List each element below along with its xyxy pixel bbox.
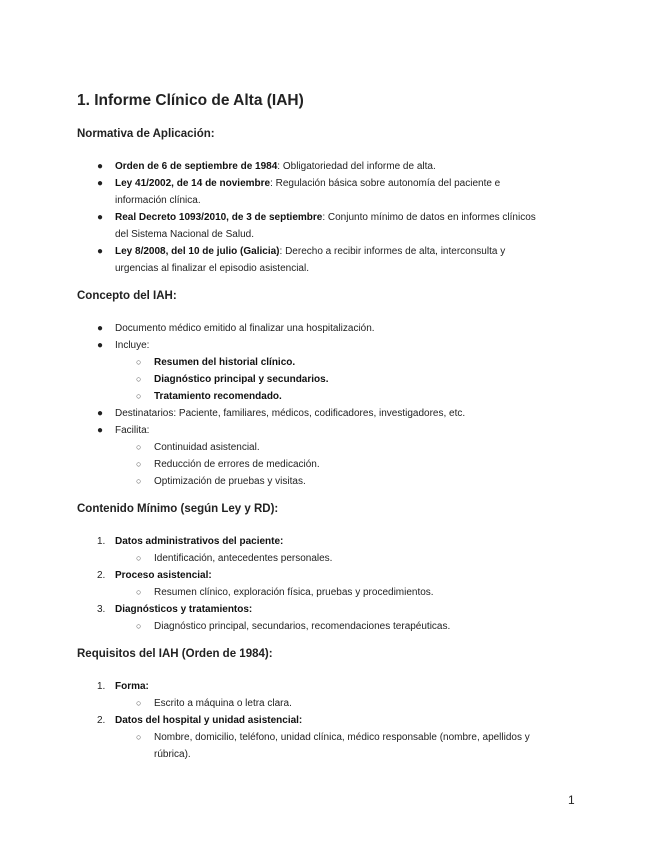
circle-bullet-icon: ○ bbox=[136, 698, 142, 708]
section-heading-concepto: Concepto del IAH: bbox=[77, 290, 177, 302]
page-number: 1 bbox=[568, 793, 575, 807]
bullet-icon: ● bbox=[97, 246, 104, 257]
list-item: Proceso asistencial: bbox=[115, 570, 212, 581]
list-item: Diagnósticos y tratamientos: bbox=[115, 604, 253, 615]
list-item: Facilita: bbox=[115, 425, 150, 436]
bullet-icon: ● bbox=[97, 212, 104, 223]
bullet-icon: ● bbox=[97, 178, 104, 189]
bullet-icon: ● bbox=[97, 323, 104, 334]
bullet-icon: ● bbox=[97, 408, 104, 419]
circle-bullet-icon: ○ bbox=[136, 553, 142, 563]
list-item-continuation: del Sistema Nacional de Salud. bbox=[115, 229, 254, 240]
list-item: Incluye: bbox=[115, 340, 150, 351]
list-item: Documento médico emitido al finalizar una hospitalización. bbox=[115, 323, 375, 334]
circle-bullet-icon: ○ bbox=[136, 391, 142, 401]
list-item-continuation: información clínica. bbox=[115, 195, 201, 206]
circle-bullet-icon: ○ bbox=[136, 442, 142, 452]
list-item: Destinatarios: Paciente, familiares, médicos, codificadores, investigadores, etc. bbox=[115, 408, 466, 419]
section-heading-requisitos: Requisitos del IAH (Orden de 1984): bbox=[77, 648, 273, 660]
list-number: 2. bbox=[97, 715, 106, 726]
sub-list-item: Reducción de errores de medicación. bbox=[154, 459, 320, 470]
list-item: Forma: bbox=[115, 681, 149, 692]
sub-list-item: Diagnóstico principal, secundarios, recomendaciones terapéuticas. bbox=[154, 621, 451, 632]
section-heading-contenido: Contenido Mínimo (según Ley y RD): bbox=[77, 503, 279, 515]
list-item: Real Decreto 1093/2010, de 3 de septiembre: Conjunto mínimo de datos en informes clínicos bbox=[115, 212, 536, 223]
bullet-icon: ● bbox=[97, 340, 104, 351]
circle-bullet-icon: ○ bbox=[136, 732, 142, 742]
circle-bullet-icon: ○ bbox=[136, 374, 142, 384]
circle-bullet-icon: ○ bbox=[136, 357, 142, 367]
sub-list-item: Identificación, antecedentes personales. bbox=[154, 553, 333, 564]
list-item: Ley 8/2008, del 10 de julio (Galicia): Derecho a recibir informes de alta, interconsulta y bbox=[115, 246, 506, 257]
sub-list-item: Tratamiento recomendado. bbox=[154, 391, 282, 402]
sub-list-item: Escrito a máquina o letra clara. bbox=[154, 698, 292, 709]
section-heading-normativa: Normativa de Aplicación: bbox=[77, 128, 215, 140]
sub-list-item: Resumen del historial clínico. bbox=[154, 357, 296, 368]
sub-list-item: Optimización de pruebas y visitas. bbox=[154, 476, 306, 487]
sub-list-item: Diagnóstico principal y secundarios. bbox=[154, 374, 329, 385]
list-item: Ley 41/2002, de 14 de noviembre: Regulación básica sobre autonomía del paciente e bbox=[115, 178, 501, 189]
list-number: 1. bbox=[97, 681, 106, 692]
list-item: Orden de 6 de septiembre de 1984: Obligatoriedad del informe de alta. bbox=[115, 161, 436, 172]
sub-list-item: Nombre, domicilio, teléfono, unidad clínica, médico responsable (nombre, apellidos y bbox=[154, 732, 530, 743]
page-title: 1. Informe Clínico de Alta (IAH) bbox=[77, 92, 304, 109]
list-number: 2. bbox=[97, 570, 106, 581]
circle-bullet-icon: ○ bbox=[136, 587, 142, 597]
circle-bullet-icon: ○ bbox=[136, 621, 142, 631]
list-item: Datos administrativos del paciente: bbox=[115, 536, 284, 547]
circle-bullet-icon: ○ bbox=[136, 459, 142, 469]
list-item-continuation: urgencias al finalizar el episodio asistencial. bbox=[115, 263, 309, 274]
sub-list-item: Continuidad asistencial. bbox=[154, 442, 260, 453]
list-item: Datos del hospital y unidad asistencial: bbox=[115, 715, 303, 726]
list-number: 1. bbox=[97, 536, 106, 547]
circle-bullet-icon: ○ bbox=[136, 476, 142, 486]
bullet-icon: ● bbox=[97, 161, 104, 172]
sub-list-item: Resumen clínico, exploración física, pruebas y procedimientos. bbox=[154, 587, 434, 598]
list-number: 3. bbox=[97, 604, 106, 615]
bullet-icon: ● bbox=[97, 425, 104, 436]
sub-list-item-continuation: rúbrica). bbox=[154, 749, 191, 760]
